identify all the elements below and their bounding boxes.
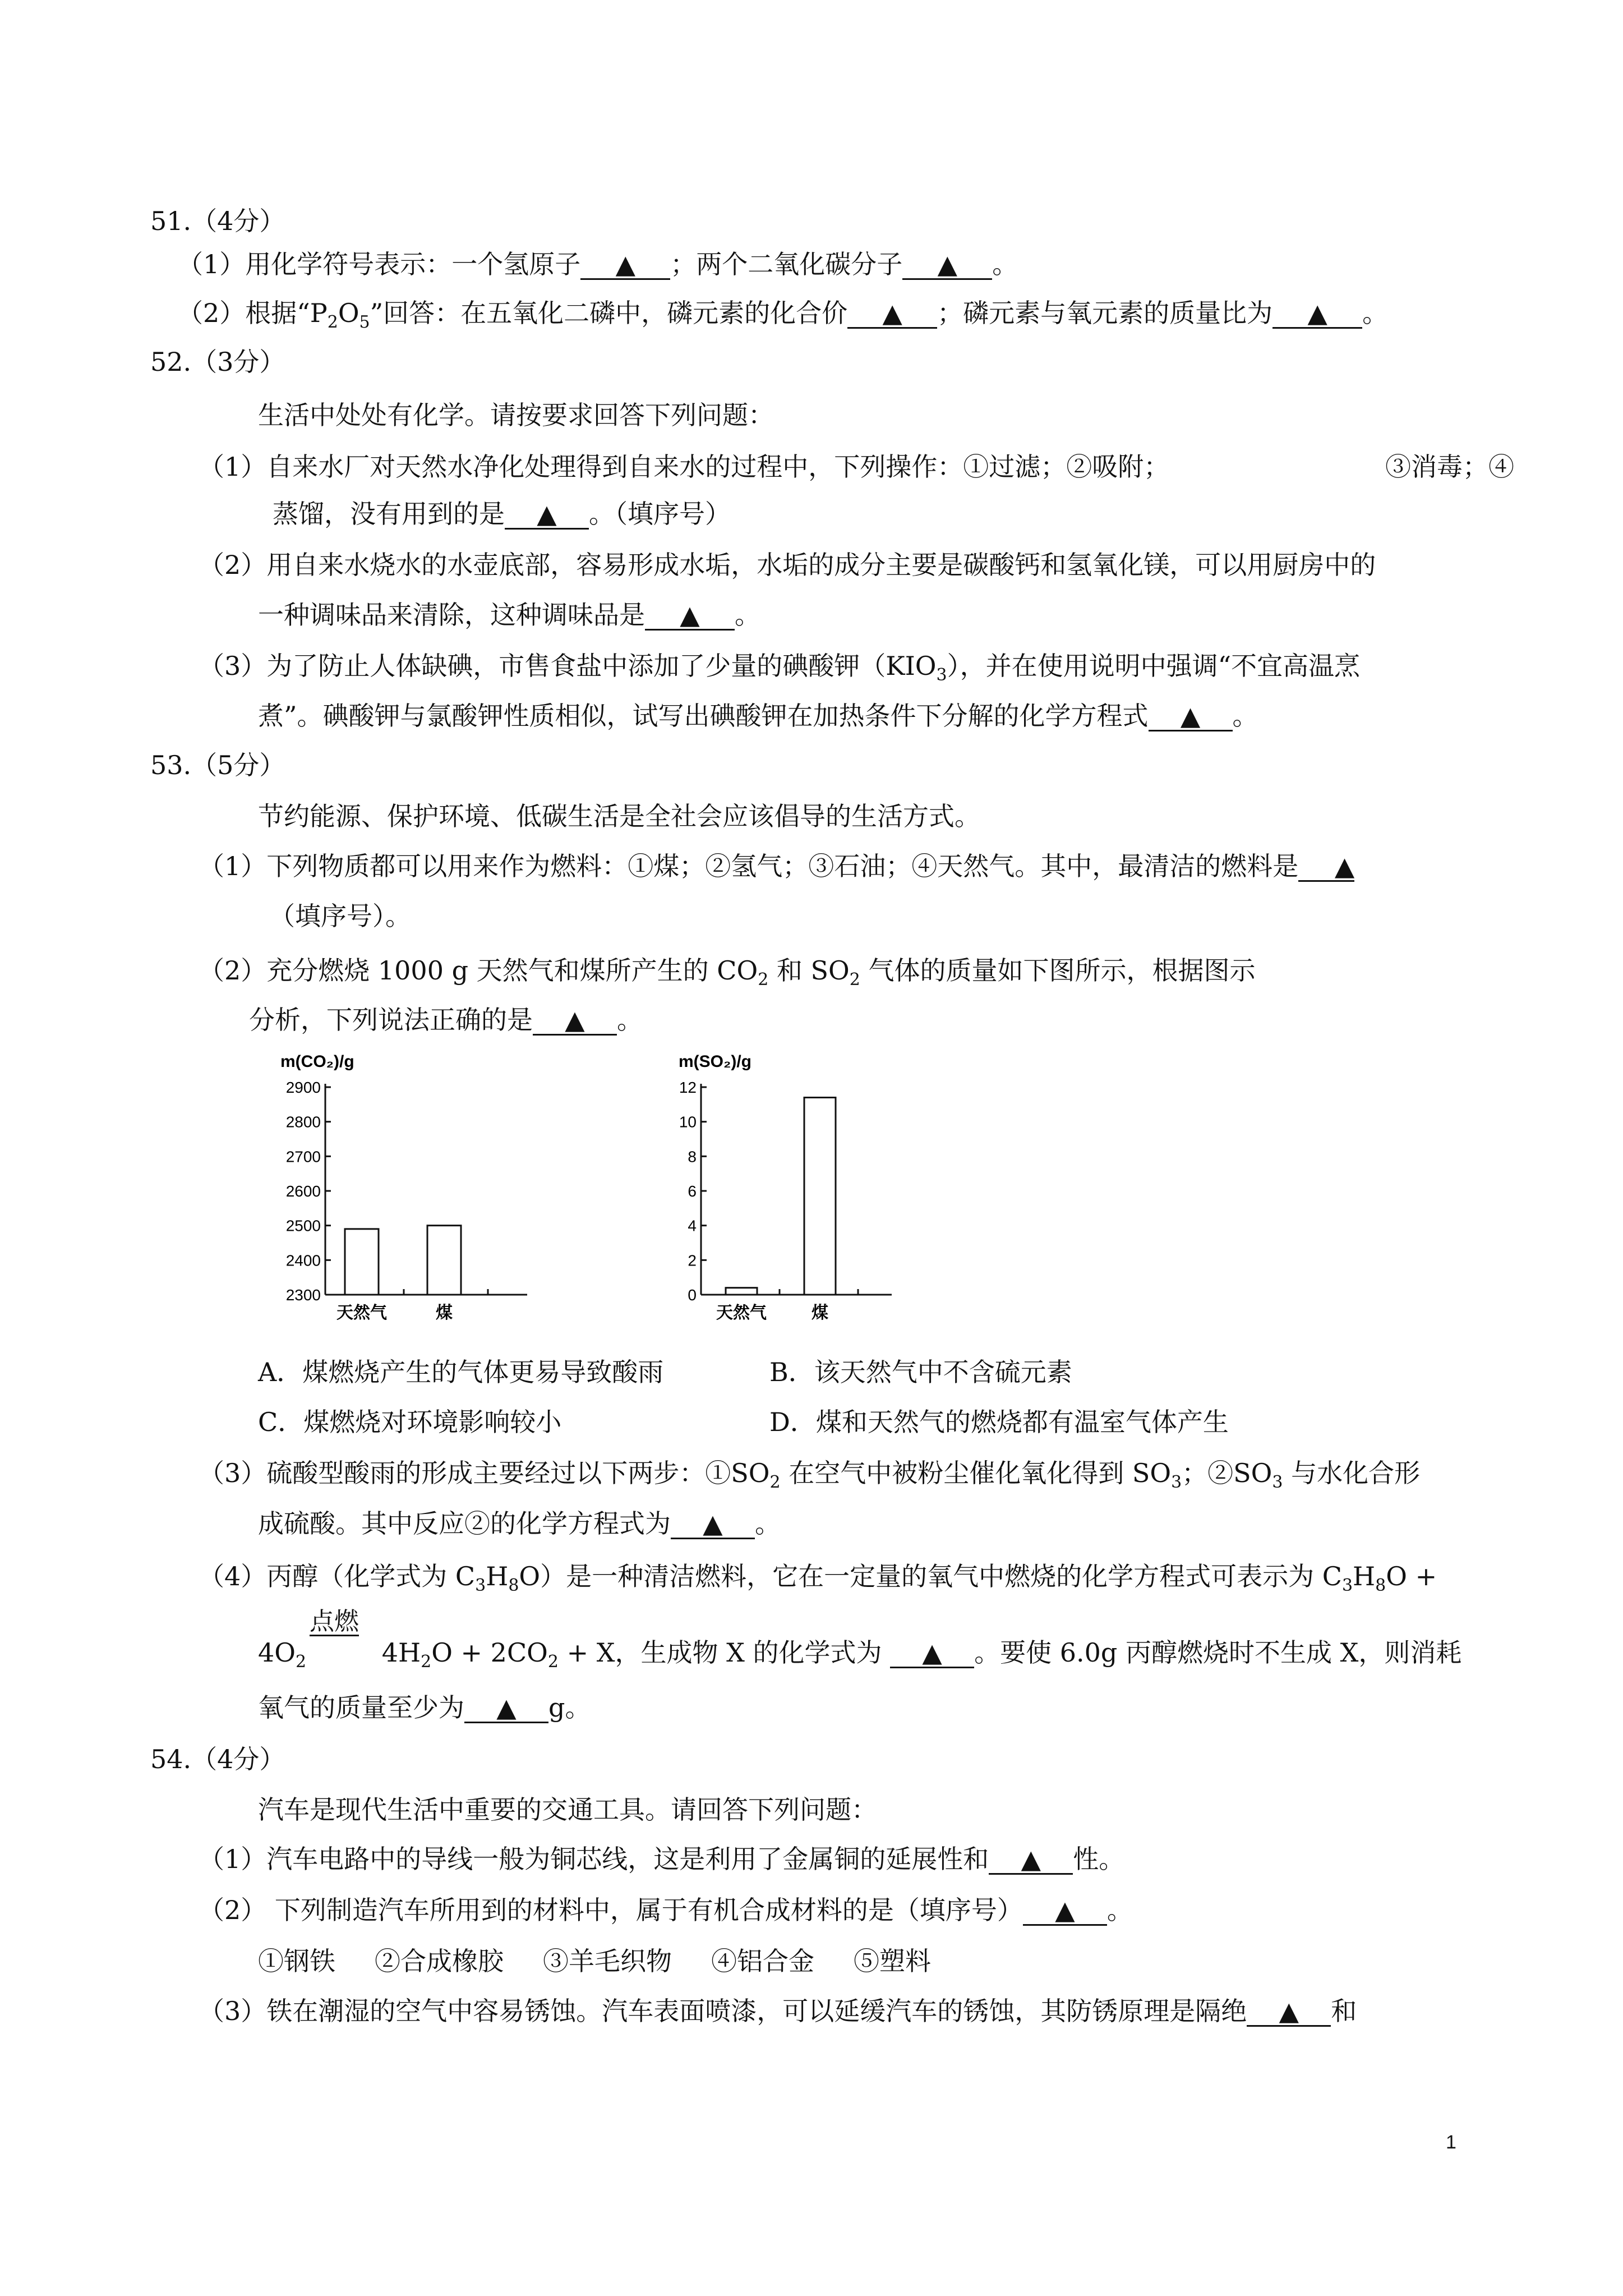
y-tick-label: 2500	[285, 1217, 321, 1235]
triangle-icon: ▲	[882, 298, 902, 328]
q53-sub1-line1: （1）下列物质都可以用来作为燃料：①煤；②氢气；③石油；④天然气。其中，最清洁的燃料是 ▲	[199, 851, 1355, 881]
x-tick-label: 煤	[436, 1304, 453, 1322]
so2-bar-chart	[656, 1048, 914, 1328]
option-b[interactable]: B．该天然气中不含硫元素	[769, 1357, 1072, 1387]
triangle-icon: ▲	[496, 1692, 517, 1723]
answer-blank[interactable]	[989, 1845, 1073, 1875]
answer-blank[interactable]	[580, 250, 670, 280]
answer-blank[interactable]	[505, 500, 589, 530]
q54-sub3: （3）铁在潮湿的空气中容易锈蚀。汽车表面喷漆，可以延缓汽车的锈蚀，其防锈原理是隔绝 ▲ 和	[199, 1996, 1357, 2026]
triangle-icon: ▲	[1180, 701, 1201, 731]
q51-heading: 51.（4分）	[150, 206, 285, 236]
answer-blank[interactable]	[533, 1006, 617, 1036]
q53-intro: 节约能源、保护环境、低碳生活是全社会应该倡导的生活方式。	[258, 801, 980, 831]
y-axis-label: m(SO₂)/g	[679, 1052, 751, 1071]
x-tick-label: 天然气	[716, 1304, 767, 1322]
y-tick-label: 12	[679, 1079, 697, 1096]
y-tick-label: 2600	[285, 1182, 321, 1200]
bar	[804, 1098, 836, 1295]
q54-intro: 汽车是现代生活中重要的交通工具。请回答下列问题：	[258, 1795, 877, 1825]
reaction-condition: 点燃	[310, 1607, 359, 1636]
y-tick-label: 10	[679, 1113, 697, 1131]
answer-blank[interactable]	[1023, 1896, 1107, 1926]
y-tick-label: 2	[688, 1251, 697, 1269]
answer-blank[interactable]	[645, 601, 735, 631]
list-item: ⑤塑料	[854, 1946, 931, 1976]
triangle-icon: ▲	[1307, 298, 1327, 328]
co2-bar-chart	[264, 1048, 555, 1328]
q53-sub2-line2: 分析，下列说法正确的是 ▲ 。	[249, 1005, 643, 1035]
q53-sub4-line1: （4）丙醇（化学式为 $C_3H_8O$）是一种清洁燃料，它在一定量的氧气中燃烧的化学方程式可表示为 $C_3H_8O$ +	[199, 1561, 1437, 1595]
triangle-icon: ▲	[537, 499, 557, 529]
q53-sub1-line2: （填序号）。	[269, 901, 411, 931]
triangle-icon: ▲	[1021, 1844, 1041, 1874]
list-item: ②合成橡胶	[375, 1946, 504, 1976]
option-a[interactable]: A．煤燃烧产生的气体更易导致酸雨	[258, 1357, 664, 1387]
triangle-icon: ▲	[922, 1637, 942, 1668]
list-item: ①钢铁	[258, 1946, 335, 1976]
bar	[345, 1229, 379, 1295]
option-c[interactable]: C．煤燃烧对环境影响较小	[258, 1407, 562, 1437]
answer-blank[interactable]	[1149, 702, 1233, 731]
y-tick-label: 0	[688, 1286, 697, 1304]
bar	[726, 1288, 757, 1295]
q52-sub1-line1-end: ③消毒；④	[1385, 452, 1514, 482]
q51-line2: （2）根据“$P_2O_5$”回答：在五氧化二磷中，磷元素的化合价 ▲ ；磷元素与氧元素的质量比为 ▲ 。	[177, 298, 1389, 332]
q51-line1: （1）用化学符号表示：一个氢原子 ▲ ；两个二氧化碳分子 ▲ 。	[177, 249, 1018, 279]
triangle-icon: ▲	[615, 249, 635, 279]
x-tick-label: 煤	[811, 1304, 828, 1322]
answer-blank[interactable]	[1272, 299, 1362, 329]
triangle-icon: ▲	[937, 249, 957, 279]
triangle-icon: ▲	[1334, 851, 1355, 881]
q53-heading: 53.（5分）	[150, 750, 285, 780]
page-number: 1	[1446, 2132, 1456, 2153]
q53-sub3-line1: （3）硫酸型酸雨的形成主要经过以下两步：$①SO_2$ 在空气中被粉尘催化氧化得到 $SO_3$；$②SO_3$ 与水化合形	[199, 1458, 1421, 1492]
q54-sub1: （1）汽车电路中的导线一般为铜芯线，这是利用了金属铜的延展性和 ▲ 性。	[199, 1844, 1125, 1874]
q52-intro: 生活中处处有化学。请按要求回答下列问题：	[258, 400, 774, 430]
answer-blank[interactable]	[847, 299, 937, 329]
answer-blank[interactable]	[902, 250, 992, 280]
q53-sub2-line1: （2）充分燃烧 1000 g 天然气和煤所产生的 $CO_2$ 和 $SO_2$ 气体的质量如下图所示，根据图示	[199, 955, 1256, 990]
q52-sub3-line1: （3）为了防止人体缺碘，市售食盐中添加了少量的碘酸钾$(KIO_3)$，并在使用说明中强调“不宜高温烹	[199, 651, 1361, 685]
q53-sub3-line2: 成硫酸。其中反应②的化学方程式为 ▲ 。	[258, 1508, 781, 1539]
y-tick-label: 8	[688, 1148, 697, 1166]
answer-blank[interactable]	[890, 1639, 974, 1668]
y-axis-label: m(CO₂)/g	[280, 1052, 354, 1071]
q52-sub2-line1: （2）用自来水烧水的水壶底部，容易形成水垢，水垢的成分主要是碳酸钙和氢氧化镁，可以用厨房中的	[199, 550, 1376, 580]
q54-heading: 54.（4分）	[150, 1744, 285, 1774]
triangle-icon: ▲	[1055, 1895, 1075, 1925]
list-item: ③羊毛织物	[543, 1946, 672, 1976]
q53-sub4-line2: $4O_2$ $4H_2O + 2CO_2 + X$，生成物 X 的化学式为 ▲ 。要使 6.0g 丙醇燃烧时不生成 X，则消耗	[258, 1637, 1462, 1672]
y-tick-label: 2800	[285, 1113, 321, 1131]
q52-sub1-line1: （1）自来水厂对天然水净化处理得到自来水的过程中，下列操作：①过滤；②吸附；	[199, 452, 1170, 482]
triangle-icon: ▲	[680, 600, 700, 630]
answer-blank[interactable]	[671, 1510, 755, 1539]
answer-blank[interactable]	[1247, 1997, 1331, 2027]
q54-sub2: （2） 下列制造汽车所用到的材料中，属于有机合成材料的是（填序号） ▲ 。	[199, 1895, 1133, 1925]
q52-sub1-line2: 蒸馏，没有用到的是 ▲ 。（填序号）	[273, 499, 731, 529]
answer-blank[interactable]	[1298, 852, 1354, 882]
q52-sub3-line2: 煮”。碘酸钾与氯酸钾性质相似，试写出碘酸钾在加热条件下分解的化学方程式 ▲ 。	[258, 701, 1258, 731]
q53-sub4-line3: 氧气的质量至少为 ▲ g。	[258, 1692, 591, 1723]
triangle-icon: ▲	[703, 1508, 723, 1539]
q54-item-list	[258, 1945, 931, 1977]
x-tick-label: 天然气	[336, 1304, 387, 1322]
triangle-icon: ▲	[565, 1005, 585, 1035]
y-tick-label: 2700	[285, 1148, 321, 1166]
option-d[interactable]: D．煤和天然气的燃烧都有温室气体产生	[769, 1407, 1229, 1437]
y-tick-label: 4	[688, 1217, 697, 1235]
bar	[427, 1226, 461, 1295]
q52-heading: 52.（3分）	[150, 347, 285, 377]
q52-sub2-line2: 一种调味品来清除，这种调味品是 ▲ 。	[258, 600, 760, 630]
y-tick-label: 6	[688, 1182, 697, 1200]
y-tick-label: 2400	[285, 1251, 321, 1269]
list-item: ④铝合金	[711, 1946, 814, 1976]
y-tick-label: 2300	[285, 1286, 321, 1304]
triangle-icon: ▲	[1279, 1996, 1299, 2026]
answer-blank[interactable]	[464, 1694, 548, 1723]
y-tick-label: 2900	[285, 1079, 321, 1096]
